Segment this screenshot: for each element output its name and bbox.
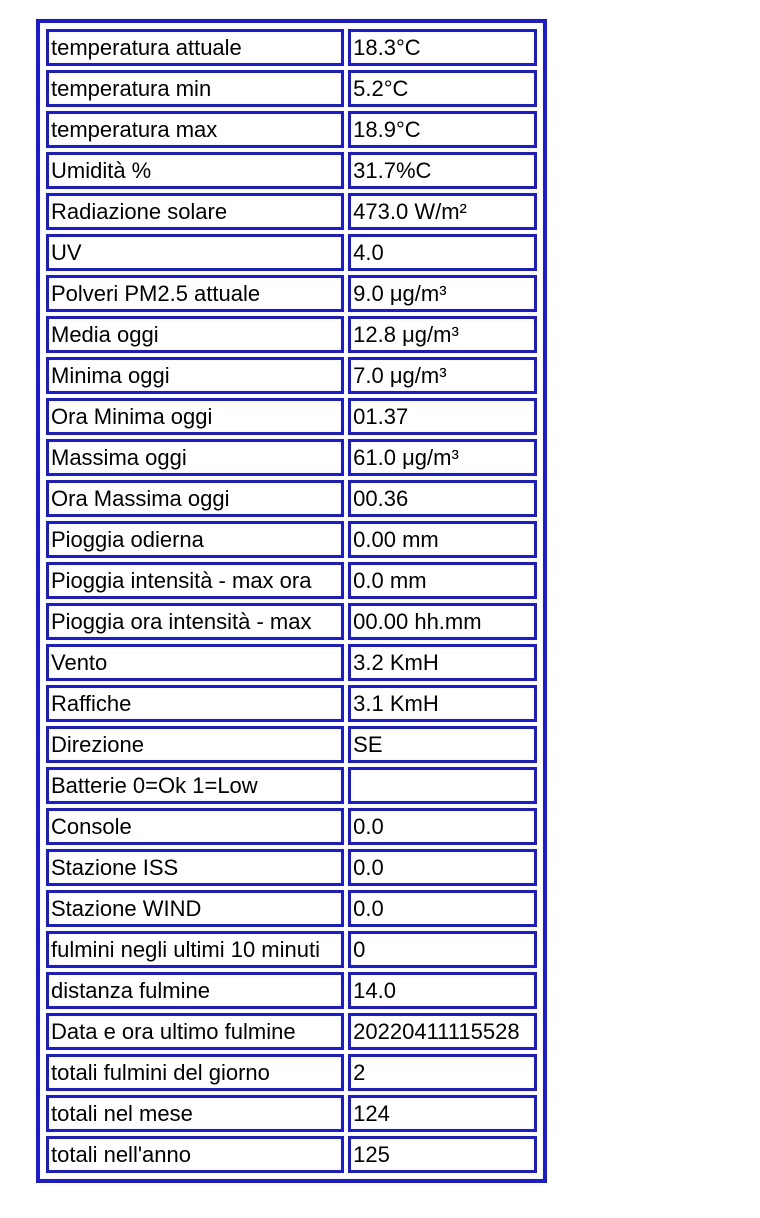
row-value: 2 [348,1054,537,1091]
row-label: Radiazione solare [46,193,344,230]
row-value: 18.9°C [348,111,537,148]
row-value: 5.2°C [348,70,537,107]
table-row [46,890,537,927]
row-value: 14.0 [348,972,537,1009]
table-row [46,111,537,148]
table-row [46,726,537,763]
table-row [46,562,537,599]
row-value: 18.3°C [348,29,537,66]
row-label: totali fulmini del giorno [46,1054,344,1091]
row-label: Umidità % [46,152,344,189]
row-label: temperatura max [46,111,344,148]
row-label: Direzione [46,726,344,763]
row-value: 0.00 mm [348,521,537,558]
row-label: Minima oggi [46,357,344,394]
row-value: 7.0 μg/m³ [348,357,537,394]
row-label: Vento [46,644,344,681]
row-value: 3.2 KmH [348,644,537,681]
row-value: 01.37 [348,398,537,435]
row-value: 0 [348,931,537,968]
table-row [46,234,537,271]
row-value: 0.0 [348,808,537,845]
row-label: Batterie 0=Ok 1=Low [46,767,344,804]
table-row [46,644,537,681]
row-value: 12.8 μg/m³ [348,316,537,353]
table-row [46,603,537,640]
table-row [46,1013,537,1050]
table-row [46,398,537,435]
table-row [46,29,537,66]
row-label: Polveri PM2.5 attuale [46,275,344,312]
table-row [46,316,537,353]
row-label: Stazione ISS [46,849,344,886]
row-label: Console [46,808,344,845]
row-value: 3.1 KmH [348,685,537,722]
weather-data-table-frame [36,19,547,1183]
row-value: 31.7%C [348,152,537,189]
table-row [46,1054,537,1091]
row-value: 473.0 W/m² [348,193,537,230]
row-value: 00.00 hh.mm [348,603,537,640]
row-value [348,767,537,804]
row-label: temperatura min [46,70,344,107]
row-label: Data e ora ultimo fulmine [46,1013,344,1050]
row-value: 00.36 [348,480,537,517]
row-value: 9.0 μg/m³ [348,275,537,312]
table-row [46,152,537,189]
table-row [46,1136,537,1173]
row-label: fulmini negli ultimi 10 minuti [46,931,344,968]
table-row [46,849,537,886]
table-row [46,808,537,845]
table-row [46,480,537,517]
row-label: distanza fulmine [46,972,344,1009]
row-label: totali nell'anno [46,1136,344,1173]
weather-data-rows [46,29,537,1173]
table-row [46,275,537,312]
weather-data-table [42,25,541,1177]
table-row [46,767,537,804]
row-value: 0.0 [348,849,537,886]
row-label: Massima oggi [46,439,344,476]
row-label: Pioggia intensità - max ora [46,562,344,599]
row-label: Pioggia odierna [46,521,344,558]
row-label: Ora Minima oggi [46,398,344,435]
row-label: Ora Massima oggi [46,480,344,517]
row-value: 125 [348,1136,537,1173]
row-value: 0.0 mm [348,562,537,599]
table-row [46,972,537,1009]
row-value: 0.0 [348,890,537,927]
row-label: totali nel mese [46,1095,344,1132]
row-value: SE [348,726,537,763]
table-row [46,439,537,476]
table-row [46,70,537,107]
row-label: Raffiche [46,685,344,722]
row-value: 61.0 μg/m³ [348,439,537,476]
table-row [46,931,537,968]
table-row [46,521,537,558]
row-label: Stazione WIND [46,890,344,927]
table-row [46,193,537,230]
row-value: 4.0 [348,234,537,271]
row-label: Media oggi [46,316,344,353]
table-row [46,357,537,394]
table-row [46,1095,537,1132]
row-value: 124 [348,1095,537,1132]
row-value: 20220411115528 [348,1013,537,1050]
row-label: UV [46,234,344,271]
row-label: Pioggia ora intensità - max [46,603,344,640]
table-row [46,685,537,722]
row-label: temperatura attuale [46,29,344,66]
